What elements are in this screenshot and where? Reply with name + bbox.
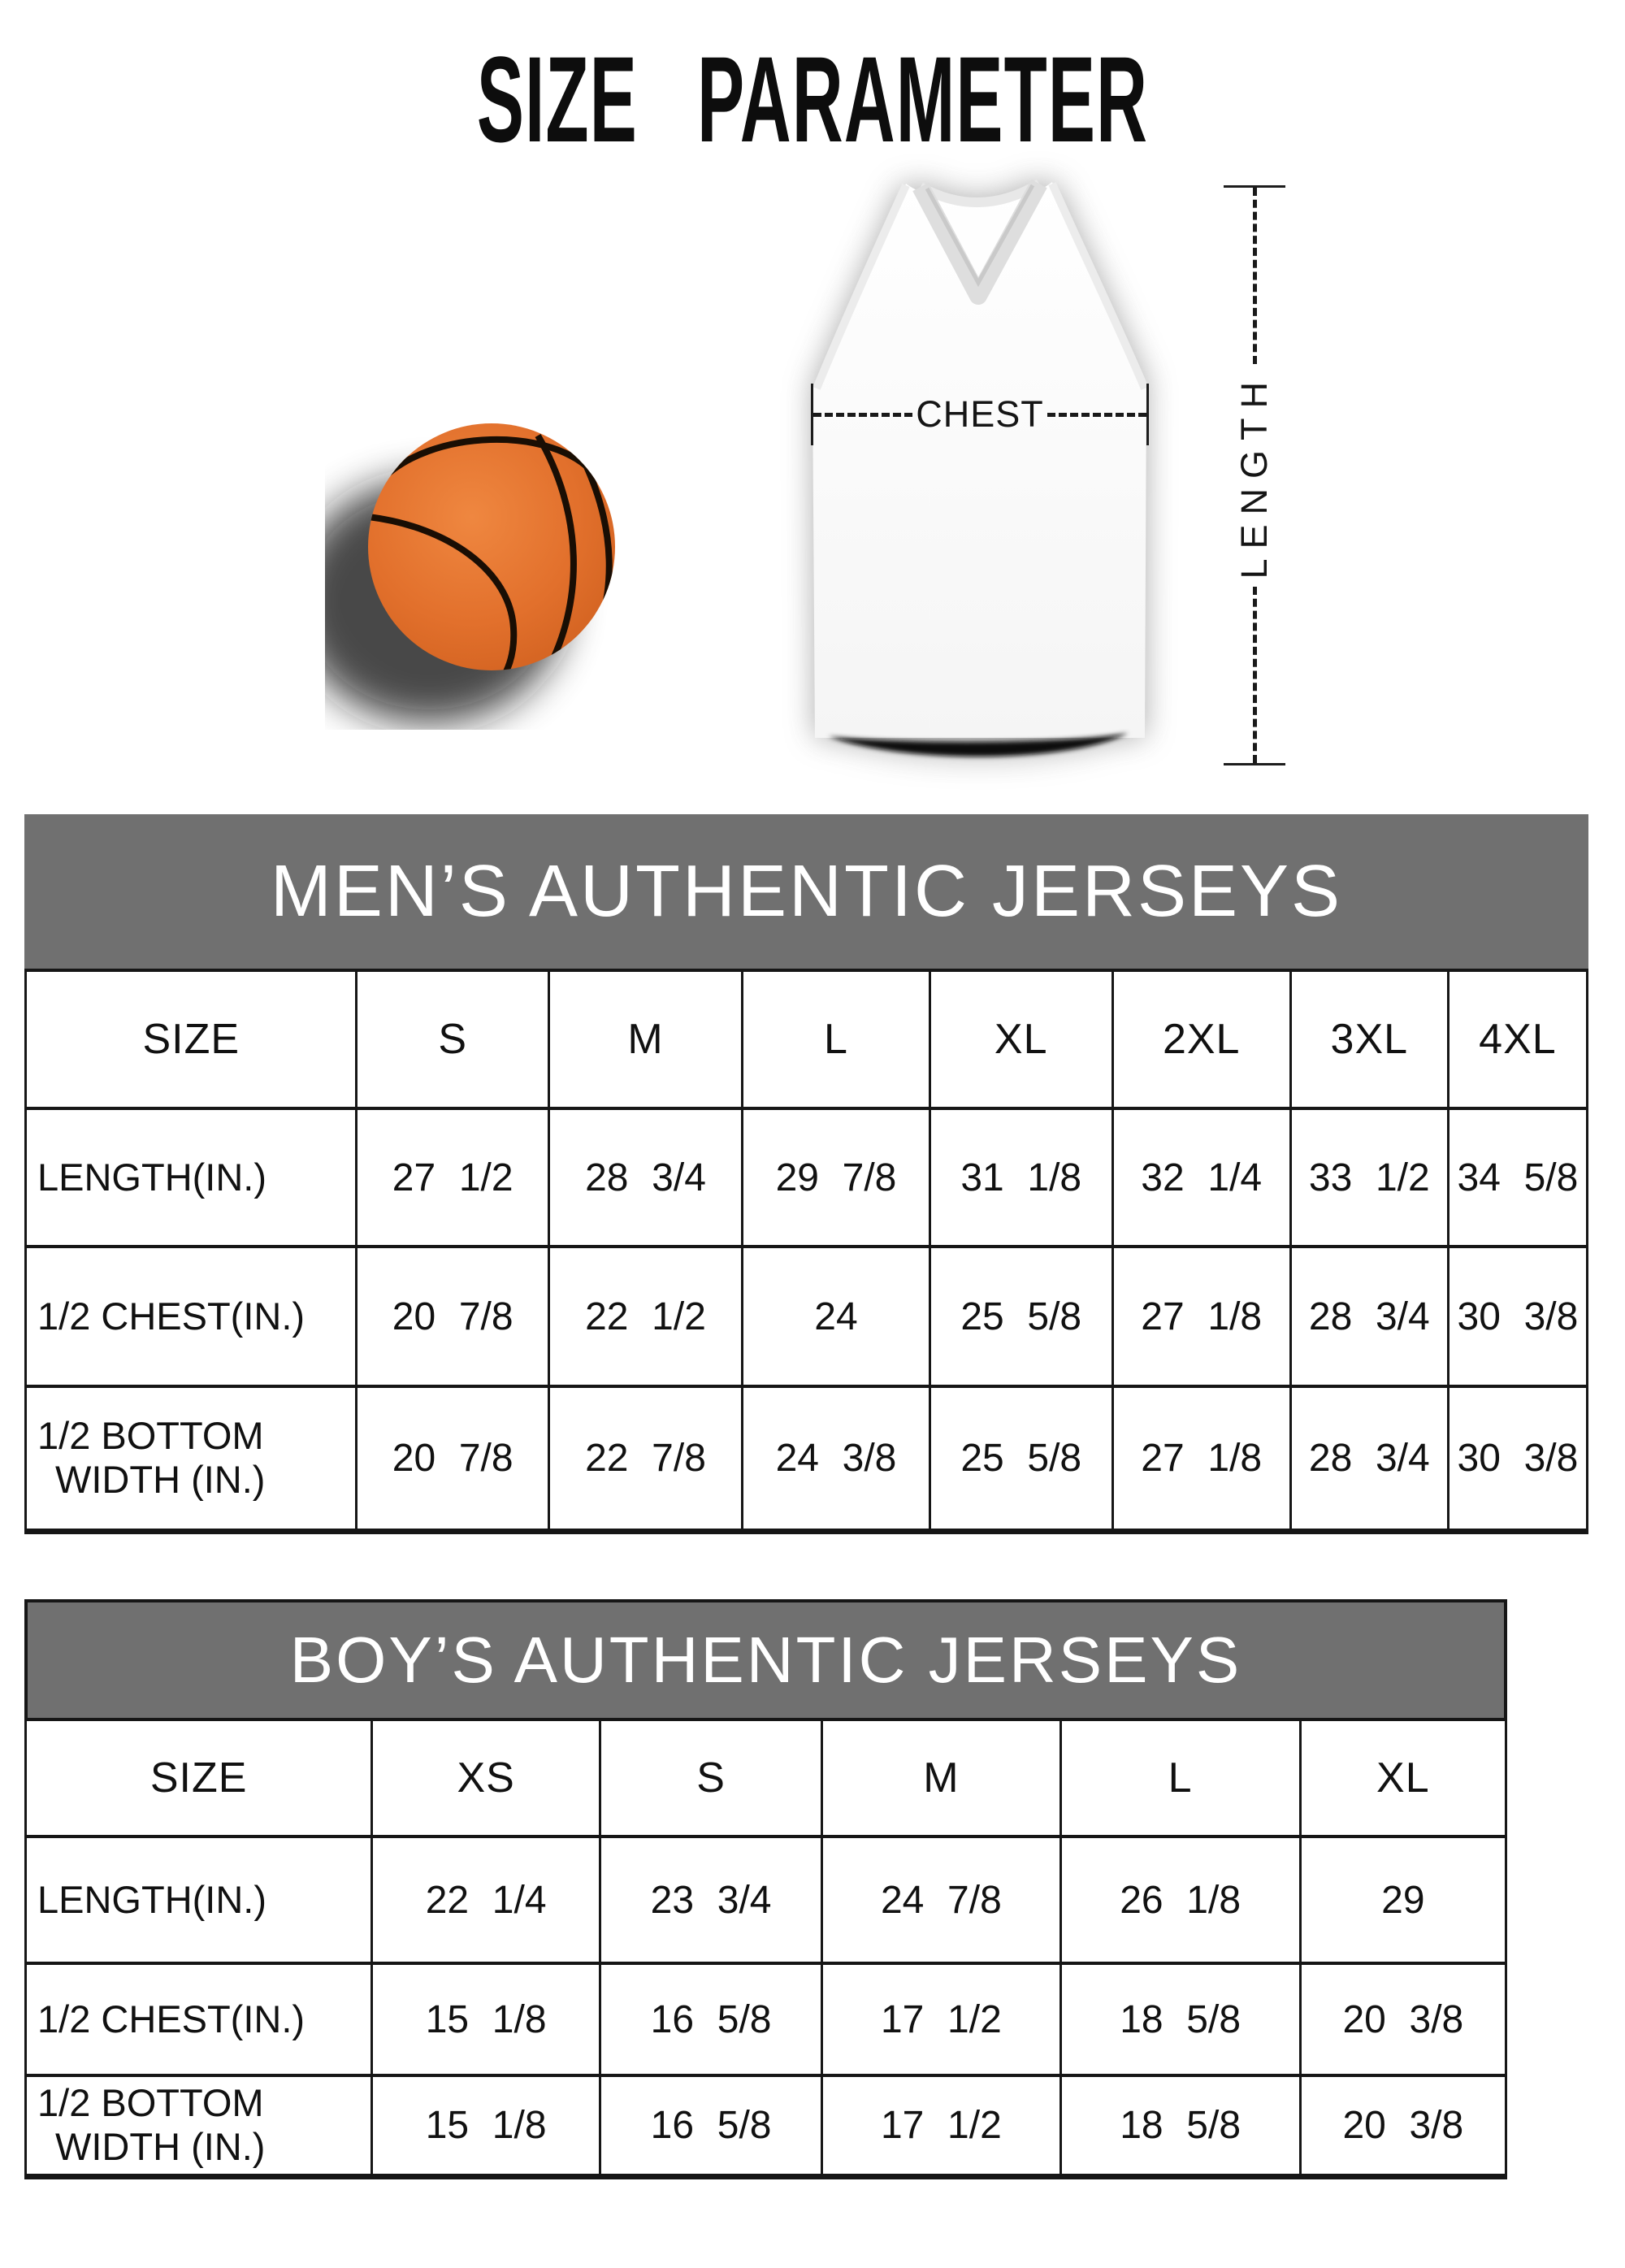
measure-tick xyxy=(1146,384,1149,445)
row-label: 1/2 BOTTOM WIDTH (IN.) xyxy=(26,2075,372,2176)
value-cell: 22 1/4 xyxy=(372,1837,600,1963)
value-cell: 29 xyxy=(1300,1837,1506,1963)
boys-size-table xyxy=(24,1718,1507,2179)
measure-cap xyxy=(1224,763,1285,765)
value-cell: 17 1/2 xyxy=(822,1963,1060,2075)
value-cell: 22 7/8 xyxy=(548,1386,742,1531)
dashed-line xyxy=(1253,587,1257,763)
table-header-row xyxy=(26,1719,1506,1837)
col-header-size: SIZE xyxy=(26,1719,372,1837)
chest-measure xyxy=(811,384,1149,445)
value-cell: 31 1/8 xyxy=(930,1108,1112,1247)
row-label: 1/2 CHEST(IN.) xyxy=(26,1963,372,2075)
row-label: LENGTH(IN.) xyxy=(26,1837,372,1963)
value-cell: 18 5/8 xyxy=(1060,2075,1300,2176)
value-cell: 20 7/8 xyxy=(357,1386,548,1531)
value-cell: 32 1/4 xyxy=(1112,1108,1290,1247)
col-header-size: SIZE xyxy=(26,970,357,1108)
dashed-line xyxy=(1253,188,1257,364)
length-measure xyxy=(1224,185,1285,765)
value-cell: 22 1/2 xyxy=(548,1247,742,1386)
col-header-s: S xyxy=(600,1719,821,1837)
value-cell: 28 3/4 xyxy=(1290,1247,1448,1386)
value-cell: 34 5/8 xyxy=(1448,1108,1587,1247)
value-cell: 16 5/8 xyxy=(600,2075,821,2176)
value-cell: 15 1/8 xyxy=(372,2075,600,2176)
value-cell: 28 3/4 xyxy=(548,1108,742,1247)
value-cell: 27 1/8 xyxy=(1112,1247,1290,1386)
col-header-xl: XL xyxy=(930,970,1112,1108)
chest-label: CHEST xyxy=(916,393,1044,435)
value-cell: 25 5/8 xyxy=(930,1386,1112,1531)
value-cell: 24 7/8 xyxy=(822,1837,1060,1963)
boys-jerseys-section xyxy=(24,1599,1507,2179)
col-header-l: L xyxy=(1060,1719,1300,1837)
value-cell: 28 3/4 xyxy=(1290,1386,1448,1531)
mens-jerseys-section xyxy=(24,814,1588,1534)
dashed-line xyxy=(1047,413,1146,417)
table-row xyxy=(26,1837,1506,1963)
value-cell: 27 1/2 xyxy=(357,1108,548,1247)
value-cell: 27 1/8 xyxy=(1112,1386,1290,1531)
basketball-image xyxy=(325,405,642,730)
value-cell: 17 1/2 xyxy=(822,2075,1060,2176)
value-cell: 29 7/8 xyxy=(743,1108,930,1247)
value-cell: 20 7/8 xyxy=(357,1247,548,1386)
value-cell: 30 3/8 xyxy=(1448,1247,1587,1386)
value-cell: 25 5/8 xyxy=(930,1247,1112,1386)
value-cell: 16 5/8 xyxy=(600,1963,821,2075)
value-cell: 23 3/4 xyxy=(600,1837,821,1963)
value-cell: 26 1/8 xyxy=(1060,1837,1300,1963)
table-header-row xyxy=(26,970,1588,1108)
col-header-3xl: 3XL xyxy=(1290,970,1448,1108)
col-header-xs: XS xyxy=(372,1719,600,1837)
table-row xyxy=(26,1963,1506,2075)
col-header-m: M xyxy=(822,1719,1060,1837)
jersey-body xyxy=(812,182,1146,738)
mens-size-table xyxy=(24,969,1588,1534)
row-label: LENGTH(IN.) xyxy=(26,1108,357,1247)
value-cell: 18 5/8 xyxy=(1060,1963,1300,2075)
value-cell: 24 xyxy=(743,1247,930,1386)
row-label: 1/2 BOTTOM WIDTH (IN.) xyxy=(26,1386,357,1531)
value-cell: 24 3/8 xyxy=(743,1386,930,1531)
value-cell: 20 3/8 xyxy=(1300,2075,1506,2176)
mens-table-title: MEN’S AUTHENTIC JERSEYS xyxy=(270,850,1343,932)
table-row xyxy=(26,1247,1588,1386)
col-header-xl: XL xyxy=(1300,1719,1506,1837)
row-label: 1/2 CHEST(IN.) xyxy=(26,1247,357,1386)
page-title: SIZE PARAMETER xyxy=(476,31,1149,167)
length-label: LENGTH xyxy=(1233,371,1275,579)
col-header-m: M xyxy=(548,970,742,1108)
boys-title-bar xyxy=(24,1599,1507,1718)
mens-title-bar xyxy=(24,814,1588,969)
col-header-s: S xyxy=(357,970,548,1108)
col-header-2xl: 2XL xyxy=(1112,970,1290,1108)
value-cell: 20 3/8 xyxy=(1300,1963,1506,2075)
value-cell: 33 1/2 xyxy=(1290,1108,1448,1247)
table-row xyxy=(26,1386,1588,1531)
col-header-4xl: 4XL xyxy=(1448,970,1587,1108)
dashed-line xyxy=(813,413,912,417)
table-row xyxy=(26,2075,1506,2176)
boys-table-title: BOY’S AUTHENTIC JERSEYS xyxy=(289,1624,1242,1696)
value-cell: 15 1/8 xyxy=(372,1963,600,2075)
value-cell: 30 3/8 xyxy=(1448,1386,1587,1531)
table-row xyxy=(26,1108,1588,1247)
col-header-l: L xyxy=(743,970,930,1108)
jersey-image xyxy=(799,176,1164,781)
